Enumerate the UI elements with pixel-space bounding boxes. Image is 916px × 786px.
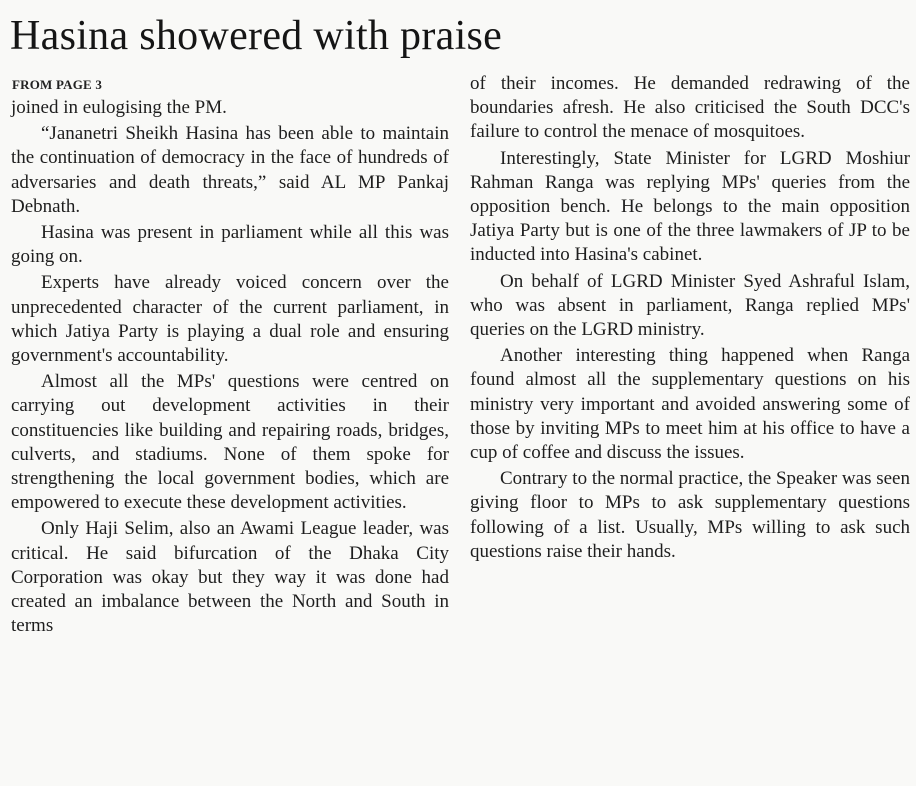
paragraph: of their incomes. He demanded redrawing of the boundaries afresh. He also criticised the South DCC's failure to control the menace of mosquitoes. bbox=[470, 73, 910, 143]
headline: Hasina showered with praise bbox=[10, 13, 503, 59]
continuation-kicker: FROM PAGE 3 bbox=[12, 77, 103, 92]
paragraph: Interestingly, State Minister for LGRD Moshiur Rahman Ranga was replying MPs' queries from the opposition bench. He belongs to the main opposition Jatiya Party but is one of the three lawmakers of JP to be inducted into Hasina's cabinet. bbox=[470, 147, 910, 266]
paragraph: On behalf of LGRD Minister Syed Ashraful Islam, who was absent in parliament, Ranga replied MPs' queries on the LGRD ministry. bbox=[470, 270, 910, 341]
paragraph: Contrary to the normal practice, the Speaker was seen giving floor to MPs to ask supplementary questions following of a list. Usually, MPs willing to ask such questions raise their hands. bbox=[470, 468, 910, 562]
paragraph: “Jananetri Sheikh Hasina has been able to maintain the continuation of democracy in the face of hundreds of adversaries and death threats,” said AL MP Pankaj Debnath. bbox=[11, 123, 449, 217]
article-column-left bbox=[11, 96, 449, 638]
paragraph: Almost all the MPs' questions were centred on carrying out development activities in their constituencies like building and repairing roads, bridges, culverts, and stadiums. None of them spoke for strengthening the local government bodies, which are empowered to execute these development activities. bbox=[11, 371, 449, 514]
article-column-right bbox=[470, 72, 910, 564]
paragraph: Another interesting thing happened when Ranga found almost all the supplementary questions on his ministry very important and avoided answering some of those by inviting MPs to meet him at his office to have a cup of coffee and discuss the issues. bbox=[470, 345, 910, 464]
paragraph: joined in eulogising the PM. bbox=[11, 97, 227, 118]
paragraph: Hasina was present in parliament while all this was going on. bbox=[11, 222, 449, 268]
paragraph: Only Haji Selim, also an Awami League leader, was critical. He said bifurcation of the Dhaka City Corporation was okay but they way it was done had created an imbalance between the North and South in terms bbox=[11, 518, 449, 637]
paragraph: Experts have already voiced concern over the unprecedented character of the current parliament, in which Jatiya Party is playing a dual role and ensuring government's accountability. bbox=[11, 272, 449, 367]
